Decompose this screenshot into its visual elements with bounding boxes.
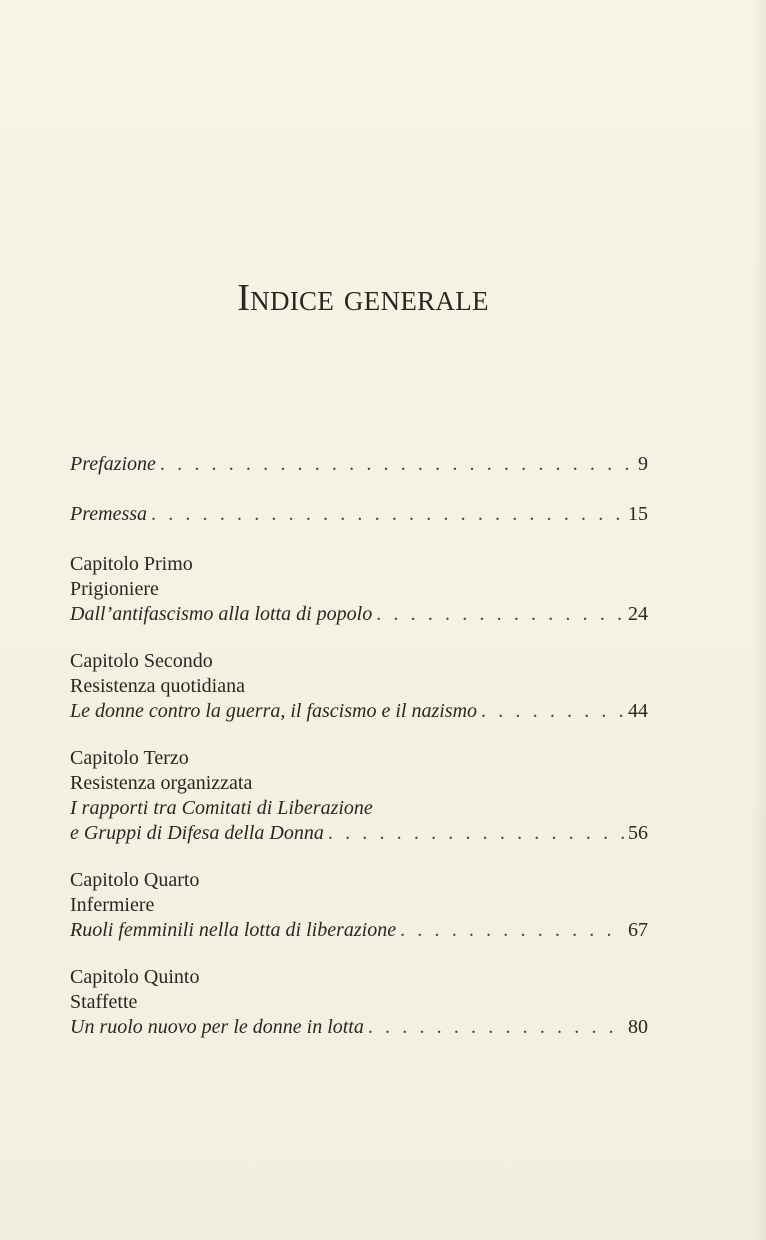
toc-line	[70, 602, 648, 627]
toc-line	[70, 502, 648, 527]
dot-leader	[151, 502, 624, 527]
entry-title: Premessa	[70, 503, 148, 525]
chapter-number: Capitolo Quinto	[70, 966, 200, 988]
entry-title: Prefazione	[70, 453, 156, 475]
dot-leader	[481, 699, 624, 724]
page-edge-shadow	[752, 0, 766, 1240]
chapter-heading: Resistenza quotidiana	[70, 675, 245, 697]
page-number: 44	[628, 700, 648, 722]
toc-entry-chapter-3	[70, 746, 648, 846]
chapter-subtitle-continued: e Gruppi di Difesa della Donna	[70, 822, 324, 844]
page-number: 80	[628, 1016, 648, 1038]
chapter-subtitle: Un ruolo nuovo per le donne in lotta	[70, 1016, 364, 1038]
toc-line	[70, 452, 648, 477]
dot-leader	[160, 452, 634, 477]
chapter-number: Capitolo Terzo	[70, 747, 189, 769]
toc-line	[70, 699, 648, 724]
toc-entry-chapter-4	[70, 868, 648, 943]
page-number: 56	[628, 822, 648, 844]
chapter-number: Capitolo Secondo	[70, 650, 213, 672]
dot-leader	[400, 918, 624, 943]
toc-entry-chapter-1	[70, 552, 648, 627]
toc-line	[70, 821, 648, 846]
page-number: 15	[628, 503, 648, 525]
dot-leader	[368, 1015, 624, 1040]
page-number: 9	[638, 453, 648, 475]
page-title: Indice generale	[237, 277, 489, 319]
chapter-number: Capitolo Primo	[70, 553, 193, 575]
dot-leader	[376, 602, 624, 627]
chapter-number: Capitolo Quarto	[70, 869, 200, 891]
page-number: 67	[628, 919, 648, 941]
toc-line	[70, 1015, 648, 1040]
chapter-subtitle: Dall’antifascismo alla lotta di popolo	[70, 603, 373, 625]
toc-entry-prefazione	[70, 452, 648, 477]
toc-entry-premessa	[70, 502, 648, 527]
page-number: 24	[628, 603, 648, 625]
table-of-contents	[70, 452, 648, 1040]
chapter-heading: Prigioniere	[70, 578, 159, 600]
dot-leader	[328, 821, 624, 846]
toc-line	[70, 918, 648, 943]
chapter-subtitle: I rapporti tra Comitati di Liberazione	[70, 797, 373, 819]
chapter-subtitle: Ruoli femminili nella lotta di liberazione	[70, 919, 397, 941]
chapter-heading: Resistenza organizzata	[70, 772, 253, 794]
chapter-heading: Staffette	[70, 991, 138, 1013]
chapter-subtitle: Le donne contro la guerra, il fascismo e il nazismo	[70, 700, 478, 722]
toc-entry-chapter-2	[70, 649, 648, 724]
chapter-heading: Infermiere	[70, 894, 155, 916]
toc-entry-chapter-5	[70, 965, 648, 1040]
